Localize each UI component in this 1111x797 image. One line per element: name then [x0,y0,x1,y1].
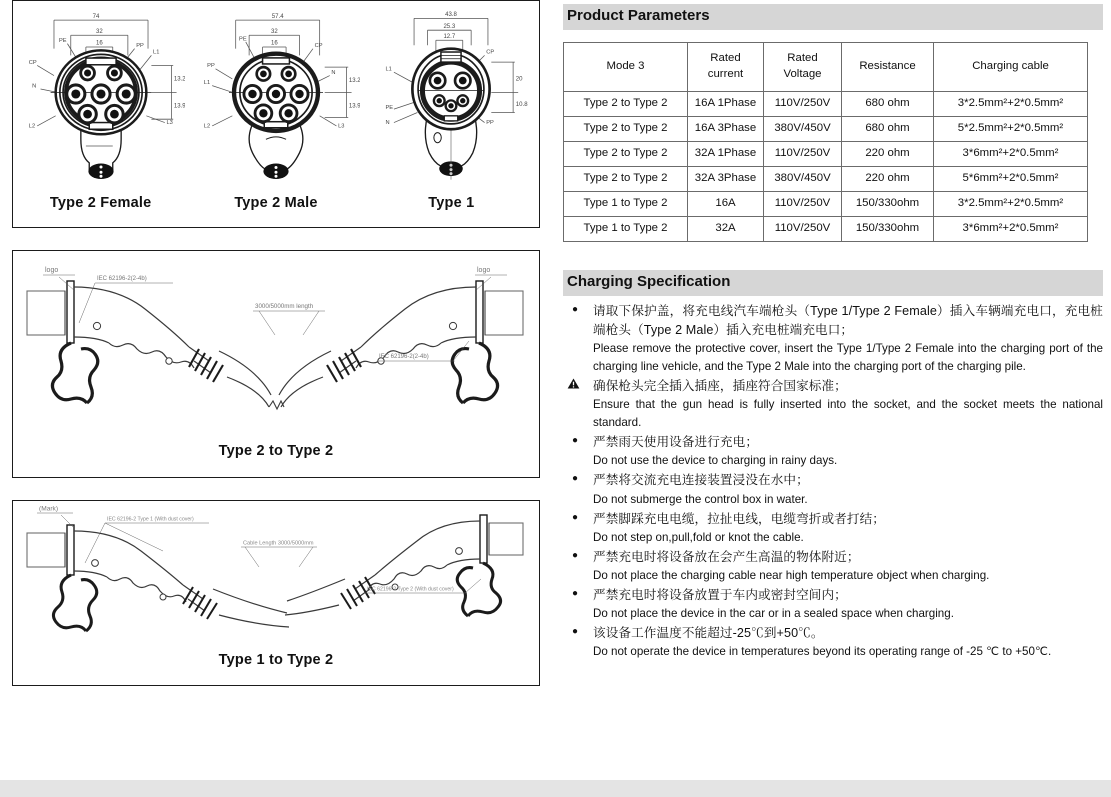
label-standard-left-t1t2: IEC 62196-2 Type 1 (With dust cover) [107,516,194,523]
svg-text:L2: L2 [203,123,211,130]
list-item [563,471,1103,508]
bullet-icon: ● [571,588,579,600]
svg-text:PP: PP [207,63,215,70]
cell-resistance: 680 ohm [842,91,934,116]
t1t2-svg [13,501,537,637]
cell-current: 32A 3Phase [688,166,764,191]
assembly-panel-type2-to-type2 [12,250,540,478]
svg-text:25.3: 25.3 [443,24,456,31]
spec-text-cn: 该设备工作温度不能超过-25℃到+50℃。 [593,626,824,641]
assembly-panel-type1-to-type2 [12,500,540,686]
svg-text:12.7: 12.7 [443,34,456,41]
table-row [564,216,1088,241]
assembly-drawing-t1t2 [13,501,539,637]
svg-text:13.2: 13.2 [348,78,360,85]
warning-triangle-icon [567,378,583,389]
svg-text:L1: L1 [385,66,393,73]
label-standard-right-t1t2: IEC 62196-2 Type 2 (With dust cover) [367,586,454,593]
spec-text-cn: 严禁脚踩充电电缆，拉扯电线，电缆弯折或者打结； [593,511,885,526]
svg-text:PP: PP [486,120,495,127]
type2-male-svg [192,5,360,183]
svg-text:57.4: 57.4 [271,13,284,20]
left-column [12,0,540,686]
table-row [564,116,1088,141]
cell-mode: Type 2 to Type 2 [564,91,688,116]
bullet-icon: ● [571,511,579,523]
cell-resistance: 220 ohm [842,141,934,166]
spec-text-en: Do not submerge the control box in water. [593,492,808,506]
table-row [564,191,1088,216]
spec-text-en: Do not place the device in the car or in a sealed space when charging. [593,607,954,621]
cell-cable: 5*6mm²+2*0.5mm² [934,166,1088,191]
svg-text:74: 74 [92,13,99,20]
cell-current: 16A 3Phase [688,116,764,141]
connector-captions [13,183,539,223]
header-rated-voltage: Rated Voltage [764,42,842,91]
label-cable-length-t1t2: Cable Length 3000/5000mm [243,540,314,547]
list-item [563,510,1103,547]
svg-text:N: N [385,120,390,127]
charging-specification-heading: Charging Specification [563,270,1103,296]
bullet-icon: ● [571,303,579,315]
cell-cable: 5*2.5mm²+2*0.5mm² [934,116,1088,141]
header-rated-current: Rated current [688,42,764,91]
cell-mode: Type 1 to Type 2 [564,191,688,216]
cell-voltage: 380V/450V [764,116,842,141]
svg-text:16: 16 [95,40,103,47]
spec-text-en: Do not step on,pull,fold or knot the cable. [593,530,804,544]
connector-drawings-panel [12,0,540,228]
svg-text:N: N [331,69,336,76]
label-logo-right: logo [477,267,491,274]
caption-type1-to-type2: Type 1 to Type 2 [218,652,334,668]
cell-voltage: 110V/250V [764,141,842,166]
spec-text-cn: 严禁充电时将设备放置于车内或密封空间内； [593,588,847,603]
list-item [563,302,1103,376]
header-charging-cable: Charging cable [934,42,1088,91]
assembly-caption-t1t2-wrap [13,637,539,683]
spec-text-en: Do not operate the device in temperatures beyond its operating range of -25 ℃ to +50℃. [593,645,1052,659]
type1-svg [367,5,535,183]
spec-text-cn: 严禁雨天使用设备进行充电； [593,435,759,450]
label-cable-length-t2t2: 3000/5000mm length [255,303,314,310]
spec-text-en: Do not place the charging cable near high temperature object when charging. [593,569,990,583]
cell-mode: Type 2 to Type 2 [564,116,688,141]
product-parameters-table [563,42,1088,242]
svg-text:PE: PE [58,37,67,44]
svg-text:32: 32 [95,28,103,35]
cell-mode: Type 2 to Type 2 [564,141,688,166]
svg-text:PE: PE [385,105,394,112]
t2t2-svg [13,251,537,429]
type2-female-svg [17,5,185,183]
cell-voltage: 380V/450V [764,166,842,191]
label-mark: (Mark) [39,505,59,513]
connector-drawing-type1 [367,5,535,183]
cell-resistance: 150/330ohm [842,191,934,216]
list-item [563,548,1103,585]
cell-voltage: 110V/250V [764,91,842,116]
list-item [563,586,1103,623]
assembly-caption-t2t2-wrap [13,429,539,473]
table-row [564,141,1088,166]
list-item [563,624,1103,661]
label-standard-right: IEC 62196-2(2-4b) [379,354,429,360]
warning-triangle-svg [567,378,580,389]
connector-drawing-type2-female [17,5,185,183]
cell-current: 32A [688,216,764,241]
cell-resistance: 680 ohm [842,116,934,141]
svg-text:L2: L2 [28,123,35,130]
list-item [563,433,1103,470]
svg-text:13.9: 13.9 [173,103,185,110]
svg-text:43.8: 43.8 [445,12,458,19]
cell-cable: 3*2.5mm²+2*0.5mm² [934,191,1088,216]
svg-text:PE: PE [239,36,247,43]
svg-text:13.9: 13.9 [348,103,360,110]
label-logo-left: logo [45,267,59,274]
svg-text:CP: CP [314,42,323,49]
cell-resistance: 220 ohm [842,166,934,191]
svg-text:L3: L3 [338,123,345,130]
spec-text-cn: 请取下保护盖，将充电线汽车端枪头（Type 1/Type 2 Female）插入车辆端充电口，充电桩端枪头（Type 2 Male）插入充电桩端充电口； [593,303,1103,337]
cell-mode: Type 2 to Type 2 [564,166,688,191]
cell-current: 16A 1Phase [688,91,764,116]
svg-text:16: 16 [270,40,278,47]
svg-text:20: 20 [516,76,523,83]
svg-text:13.2: 13.2 [173,76,185,83]
cell-voltage: 110V/250V [764,216,842,241]
header-resistance: Resistance [842,42,934,91]
svg-text:PP: PP [135,42,144,49]
svg-text:CP: CP [486,49,495,56]
connector-drawing-row [13,1,539,183]
label-standard-left: IEC 62196-2(2-4b) [97,276,147,282]
connector-drawing-type2-male [192,5,360,183]
svg-text:CP: CP [28,59,37,66]
table-header-row [564,42,1088,91]
cell-current: 32A 1Phase [688,141,764,166]
cell-resistance: 150/330ohm [842,216,934,241]
right-column [563,4,1103,663]
table-row [564,166,1088,191]
cell-cable: 3*6mm²+2*0.5mm² [934,141,1088,166]
list-item [563,377,1103,432]
svg-text:10.8: 10.8 [516,101,528,108]
svg-text:L1: L1 [152,49,160,56]
cell-cable: 3*6mm²+2*0.5mm² [934,216,1088,241]
spec-text-cn: 严禁充电时将设备放在会产生高温的物体附近； [593,549,860,564]
charging-specification-list [563,302,1103,662]
assembly-drawing-t2t2 [13,251,539,429]
table-row [564,91,1088,116]
caption-type2-male: Type 2 Male [234,195,318,211]
cell-current: 16A [688,191,764,216]
header-mode: Mode 3 [564,42,688,91]
svg-text:L3: L3 [166,120,173,127]
spec-text-en: Ensure that the gun head is fully inserted into the socket, and the socket meets the national standard. [593,398,1103,430]
svg-text:L1: L1 [203,79,211,86]
bullet-icon: ● [571,435,579,447]
caption-type1: Type 1 [428,195,475,211]
caption-type2-female: Type 2 Female [49,195,152,211]
svg-text:N: N [31,83,36,90]
svg-text:32: 32 [270,28,278,35]
spec-text-en: Please remove the protective cover, insert the Type 1/Type 2 Female into the charging port of the charging line vehicle, and the Type 2 Male into the charging port of the charging pile. [593,341,1103,373]
footer-bar [0,780,1111,797]
bullet-icon: ● [571,549,579,561]
spec-text-en: Do not use the device to charging in rainy days. [593,454,838,468]
product-parameters-heading: Product Parameters [563,4,1103,30]
cell-mode: Type 1 to Type 2 [564,216,688,241]
bullet-icon: ● [571,626,579,638]
spec-text-cn: 严禁将交流充电连接装置浸没在水中； [593,473,809,488]
cell-voltage: 110V/250V [764,191,842,216]
caption-type2-to-type2: Type 2 to Type 2 [218,443,334,459]
spec-text-cn: 确保枪头完全插入插座，插座符合国家标准； [593,378,847,393]
cell-cable: 3*2.5mm²+2*0.5mm² [934,91,1088,116]
bullet-icon: ● [571,473,579,485]
